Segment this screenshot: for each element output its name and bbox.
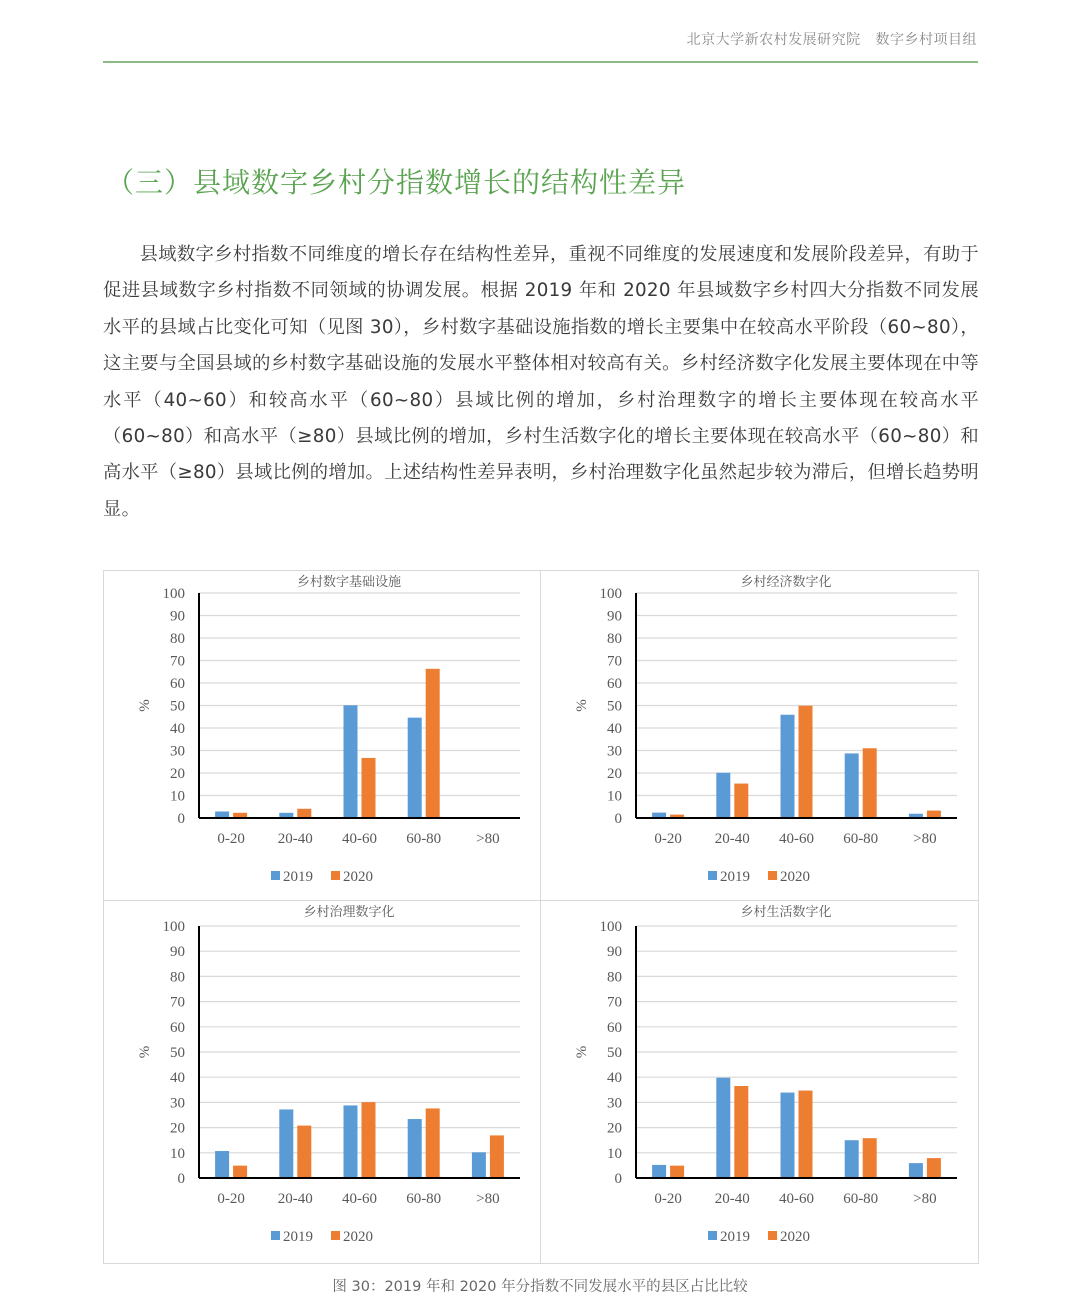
legend-label: 2019 bbox=[720, 869, 750, 885]
figure-30 bbox=[103, 570, 979, 1264]
bar-2019-60-80 bbox=[408, 718, 422, 818]
bar-2020-40-60 bbox=[799, 706, 813, 818]
y-tick-label: 30 bbox=[170, 1095, 185, 1112]
chart-life bbox=[541, 901, 977, 1263]
y-axis-label: % bbox=[137, 699, 153, 712]
bar-2019-40-60 bbox=[344, 705, 358, 818]
bar-2020-40-60 bbox=[799, 1091, 813, 1178]
bar-2019->80 bbox=[472, 1152, 486, 1178]
chart-panel-infrastructure bbox=[103, 570, 542, 902]
bar-2020-20-40 bbox=[297, 809, 311, 818]
bar-2020-60-80 bbox=[426, 669, 440, 818]
bar-2020-20-40 bbox=[297, 1126, 311, 1178]
y-tick-label: 80 bbox=[170, 969, 185, 986]
legend-swatch-2020 bbox=[768, 871, 777, 880]
chart-title: 乡村经济数字化 bbox=[740, 575, 832, 590]
y-tick-label: 100 bbox=[162, 586, 185, 602]
x-tick-label: 40-60 bbox=[779, 1191, 814, 1207]
y-tick-label: 0 bbox=[614, 1171, 622, 1187]
y-tick-label: 40 bbox=[607, 721, 622, 737]
y-tick-label: 90 bbox=[607, 608, 622, 625]
bar-2020->80 bbox=[490, 1135, 504, 1178]
figure-caption: 图 30：2019 年和 2020 年分指数不同发展水平的县区占比比较 bbox=[332, 1279, 748, 1295]
bar-2019-60-80 bbox=[845, 753, 859, 818]
bar-2020-60-80 bbox=[863, 1138, 877, 1178]
legend-label: 2020 bbox=[780, 869, 810, 885]
legend-label: 2019 bbox=[283, 869, 313, 885]
y-tick-label: 50 bbox=[170, 698, 185, 715]
bar-2019-40-60 bbox=[781, 1093, 795, 1178]
x-tick-label: 20-40 bbox=[277, 831, 313, 847]
legend-swatch-2020 bbox=[331, 871, 340, 880]
y-tick-label: 60 bbox=[607, 1019, 622, 1036]
y-tick-label: 20 bbox=[607, 1120, 622, 1137]
y-tick-label: 80 bbox=[607, 969, 622, 986]
bar-2019-20-40 bbox=[716, 1078, 730, 1178]
x-tick-label: 60-80 bbox=[406, 1191, 442, 1207]
y-tick-label: 10 bbox=[170, 1145, 185, 1162]
bar-2019-0-20 bbox=[215, 1151, 229, 1178]
body-paragraph: 县域数字乡村指数不同维度的增长存在结构性差异，重视不同维度的发展速度和发展阶段差异，有助于促进县域数字乡村指数不同领域的协调发展。根据 2019 年和 2020 年县域数字乡村四大分指数不同发展水平的县域占比变化可知（见图 30），乡村数字基础设施指数的增长主要集中在较高水平阶段（60~80），这主要与全国县域的乡村数字基础设施的发展水平整体相对较高有关。乡村经济数字化发展主要体现在中等水平（40~60）和较高水平（60~80）县域比例的增加，乡村治理数字的增长主要体现在较高水平（60~80）和高水平（≥80）县域比例的增加，乡村生活数字化的增长主要体现在较高水平（60~80）和高水平（≥80）县域比例的增加。上述结构性差异表明，乡村治理数字化虽然起步较为滞后，但增长趋势明显。 bbox=[103, 244, 979, 520]
legend-label: 2020 bbox=[780, 1229, 810, 1245]
y-tick-label: 80 bbox=[607, 631, 622, 647]
bar-2019-60-80 bbox=[408, 1119, 422, 1178]
chart-panel-economy bbox=[540, 570, 979, 902]
chart-economy bbox=[541, 571, 977, 901]
legend-label: 2019 bbox=[720, 1229, 750, 1245]
bar-2020-0-20 bbox=[233, 1166, 247, 1178]
y-tick-label: 20 bbox=[170, 1120, 185, 1137]
header-rule bbox=[103, 61, 978, 63]
bar-2020->80 bbox=[927, 811, 941, 818]
y-tick-label: 60 bbox=[607, 676, 622, 692]
chart-panel-life bbox=[540, 900, 979, 1264]
legend-label: 2020 bbox=[343, 869, 373, 885]
y-tick-label: 30 bbox=[170, 743, 185, 760]
y-tick-label: 40 bbox=[170, 721, 185, 737]
x-tick-label: 40-60 bbox=[779, 831, 814, 847]
bar-2020->80 bbox=[927, 1158, 941, 1178]
bar-2020-60-80 bbox=[863, 748, 877, 818]
running-header bbox=[687, 29, 977, 49]
bar-2019-40-60 bbox=[344, 1105, 358, 1178]
y-tick-label: 90 bbox=[607, 944, 622, 961]
chart-infrastructure bbox=[104, 571, 540, 901]
section-title: （三）县域数字乡村分指数增长的结构性差异 bbox=[106, 166, 687, 199]
y-axis-label: % bbox=[574, 699, 590, 712]
y-tick-label: 0 bbox=[614, 811, 622, 827]
chart-panel-governance bbox=[103, 900, 542, 1264]
legend-swatch-2020 bbox=[768, 1231, 777, 1240]
y-tick-label: 100 bbox=[162, 919, 185, 935]
bar-2020-20-40 bbox=[734, 784, 748, 818]
y-tick-label: 90 bbox=[170, 608, 185, 625]
y-tick-label: 70 bbox=[607, 994, 622, 1011]
bar-2019-0-20 bbox=[652, 1165, 666, 1178]
x-tick-label: 0-20 bbox=[654, 1191, 682, 1207]
chart-title: 乡村数字基础设施 bbox=[296, 575, 402, 590]
header-group: 数字乡村项目组 bbox=[875, 32, 977, 48]
y-tick-label: 0 bbox=[177, 811, 185, 827]
y-tick-label: 60 bbox=[170, 1019, 185, 1036]
bar-2020-20-40 bbox=[734, 1086, 748, 1178]
chart-title: 乡村生活数字化 bbox=[740, 905, 832, 920]
legend-swatch-2019 bbox=[708, 871, 717, 880]
legend-label: 2020 bbox=[343, 1229, 373, 1245]
y-tick-label: 70 bbox=[170, 994, 185, 1011]
bar-2020-60-80 bbox=[426, 1108, 440, 1178]
y-tick-label: 0 bbox=[177, 1171, 185, 1187]
y-tick-label: 100 bbox=[599, 586, 622, 602]
legend-swatch-2020 bbox=[331, 1231, 340, 1240]
x-tick-label: 0-20 bbox=[217, 1191, 245, 1207]
y-tick-label: 10 bbox=[607, 788, 622, 805]
legend-swatch-2019 bbox=[708, 1231, 717, 1240]
y-tick-label: 50 bbox=[170, 1045, 185, 1061]
y-axis-label: % bbox=[137, 1045, 153, 1059]
x-tick-label: 20-40 bbox=[277, 1191, 313, 1207]
y-tick-label: 10 bbox=[170, 788, 185, 805]
x-tick-label: 60-80 bbox=[843, 1191, 879, 1207]
chart-governance bbox=[104, 901, 540, 1263]
x-tick-label: 40-60 bbox=[342, 831, 377, 847]
y-tick-label: 90 bbox=[170, 944, 185, 961]
y-tick-label: 50 bbox=[607, 698, 622, 715]
y-tick-label: 30 bbox=[607, 743, 622, 760]
chart-title: 乡村治理数字化 bbox=[303, 905, 395, 920]
bar-2019-60-80 bbox=[845, 1140, 859, 1178]
bar-2019-20-40 bbox=[716, 773, 730, 818]
legend-swatch-2019 bbox=[271, 871, 280, 880]
y-tick-label: 40 bbox=[170, 1070, 185, 1087]
x-tick-label: >80 bbox=[913, 831, 937, 847]
y-tick-label: 10 bbox=[607, 1145, 622, 1162]
x-tick-label: >80 bbox=[476, 831, 500, 847]
bar-2019-40-60 bbox=[781, 715, 795, 818]
y-tick-label: 100 bbox=[599, 919, 622, 935]
bar-2019->80 bbox=[909, 1163, 923, 1178]
y-tick-label: 70 bbox=[607, 653, 622, 670]
y-tick-label: 40 bbox=[607, 1070, 622, 1087]
y-tick-label: 80 bbox=[170, 631, 185, 647]
x-tick-label: 0-20 bbox=[217, 831, 245, 847]
x-tick-label: 60-80 bbox=[406, 831, 442, 847]
x-tick-label: 20-40 bbox=[714, 831, 750, 847]
bar-2020-0-20 bbox=[670, 1166, 684, 1178]
x-tick-label: 20-40 bbox=[714, 1191, 750, 1207]
y-axis-label: % bbox=[574, 1045, 590, 1059]
y-tick-label: 70 bbox=[170, 653, 185, 670]
bar-2020-40-60 bbox=[362, 758, 376, 818]
bar-2020-40-60 bbox=[362, 1102, 376, 1178]
y-tick-label: 50 bbox=[607, 1045, 622, 1061]
x-tick-label: 0-20 bbox=[654, 831, 682, 847]
x-tick-label: 40-60 bbox=[342, 1191, 377, 1207]
bar-2019-20-40 bbox=[279, 1109, 293, 1178]
legend-swatch-2019 bbox=[271, 1231, 280, 1240]
y-tick-label: 20 bbox=[607, 766, 622, 782]
x-tick-label: 60-80 bbox=[843, 831, 879, 847]
legend-label: 2019 bbox=[283, 1229, 313, 1245]
y-tick-label: 60 bbox=[170, 676, 185, 692]
x-tick-label: >80 bbox=[913, 1191, 937, 1207]
y-tick-label: 20 bbox=[170, 766, 185, 782]
x-tick-label: >80 bbox=[476, 1191, 500, 1207]
header-org: 北京大学新农村发展研究院 bbox=[686, 32, 861, 48]
y-tick-label: 30 bbox=[607, 1095, 622, 1112]
